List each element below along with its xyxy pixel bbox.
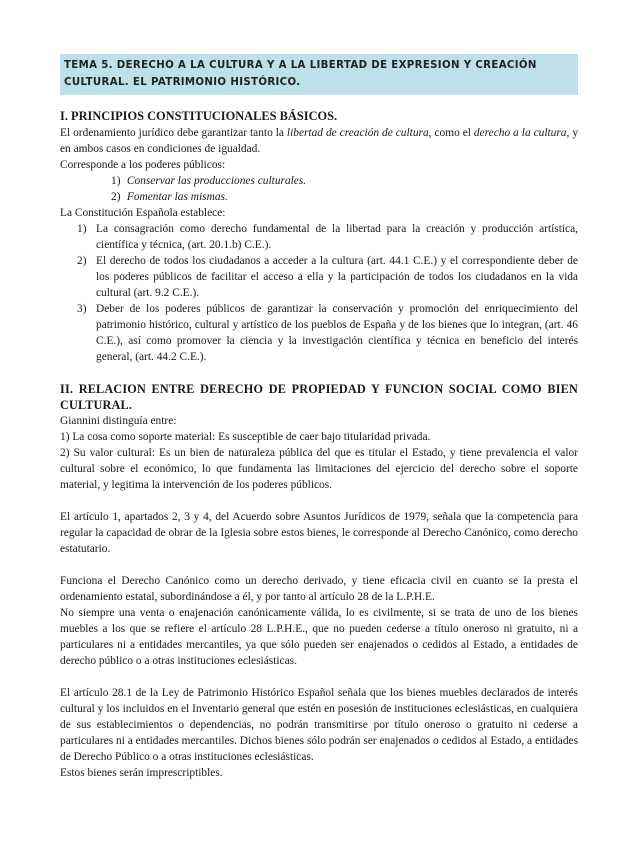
intro-text-a: El ordenamiento jurídico debe garantizar tanto la — [60, 127, 287, 139]
paragraph-articulo-1: El artículo 1, apartados 2, 3 y 4, del Acuerdo sobre Asuntos Jurídicos de 1979, señala que la competencia para regular la capacidad de obrar de la Iglesia sobre estos bienes, le corresponde al Derecho Canónico, como derecho estatutario. — [60, 511, 578, 555]
section-heading-principios: I. PRINCIPIOS CONSTITUCIONALES BÁSICOS. — [60, 109, 338, 123]
giannini-point-1: 1) La cosa como soporte material: Es susceptible de caer bajo titularidad privada. — [60, 431, 431, 443]
constitution-items-list — [60, 221, 578, 365]
duties-list — [60, 173, 578, 205]
constitucion-line: La Constitución Española establece: — [60, 207, 226, 219]
list-item — [60, 189, 578, 205]
intro-text-b: , como el — [428, 127, 474, 139]
list-text: Fomentar las mismas. — [126, 191, 228, 203]
paragraph-imprescriptibles: Estos bienes serán imprescriptibles. — [60, 767, 223, 779]
list-item — [60, 253, 578, 301]
list-number: 1) — [77, 223, 87, 235]
paragraph-funciona: Funciona el Derecho Canónico como un derecho derivado, y tiene eficacia civil en cuanto se la presta el ordenamiento estatal, subordinándose a él, y por tanto al artículo 28 de la L.P.H.E. — [60, 575, 578, 603]
intro-italic-derecho: derecho a la cultura — [473, 127, 567, 139]
list-item — [60, 221, 578, 253]
list-text: Conservar las producciones culturales. — [126, 175, 307, 187]
list-text: Deber de los poderes públicos de garantizar la conservación y promoción del enriquecimiento del patrimonio histórico, cultural y artístico de los pueblos de España y de los bienes que lo integran, (art. 46 C.E.), así como promover la ciencia y la investigación científica y técnica en beneficio del interés general, (art. 44.2 C.E.). — [96, 303, 578, 363]
list-item — [60, 301, 578, 365]
intro-italic-libertad: libertad de creación de cultura — [286, 127, 429, 139]
list-item — [60, 173, 578, 189]
list-text: El derecho de todos los ciudadanos a acceder a la cultura (art. 44.1 C.E.) y el correspondiente deber de los poderes públicos de facilitar el acceso a ella y la participación de todos los ciudadanos en la vida cultural (art. 9.2 C.E.). — [96, 255, 578, 299]
section-heading-relacion: II. RELACION ENTRE DERECHO DE PROPIEDAD Y FUNCION SOCIAL COMO BIEN CULTURAL. — [60, 382, 578, 412]
corresponde-line: Corresponde a los poderes públicos: — [60, 159, 226, 171]
paragraph-no-siempre: No siempre una venta o enajenación canónicamente válida, lo es civilmente, si se trata de uno de los bienes muebles a los que se refiere el artículo 28 L.P.H.E., que no pueden cederse a título oneroso ni gratuito, ni a particulares ni a entidades mercantiles, ya que sólo pueden ser enajenados o cedidos al Estado, a entidades de derecho público o a otras instituciones eclesiásticas. — [60, 607, 578, 667]
intro-text-c: , y en ambos casos en condiciones de igualdad. — [60, 127, 579, 155]
intro-paragraph — [60, 125, 578, 157]
list-number: 3) — [77, 303, 87, 315]
paragraph-articulo-28: El artículo 28.1 de la Ley de Patrimonio Histórico Español señala que los bienes muebles declarados de interés cultural y los incluidos en el Inventario general que estén en posesión de instituciones eclesiásticas, en cualquiera de sus establecimientos o dependencias, no podrán transmitirse por título oneroso o gratuito ni cederse a particulares ni a entidades mercantiles. Dichos bienes sólo podrán ser enajenados o cedidos al Estado, a entidades de Derecho Público o a otras instituciones eclesiásticas. — [60, 687, 578, 763]
list-number: 2) — [77, 255, 87, 267]
giannini-point-2: 2) Su valor cultural: Es un bien de naturaleza pública del que es titular el Estado, y tiene prevalencia el valor cultural sobre el económico, lo que fundamenta las limitaciones del ejercicio del derecho sobre el soporte material, y legitima la intervención de los poderes públicos. — [60, 447, 578, 491]
giannini-line: Giannini distinguía entre: — [60, 415, 177, 427]
list-text: La consagración como derecho fundamental de la libertad para la creación y producción artística, científica y técnica, (art. 20.1.b) C.E.). — [96, 223, 578, 251]
list-number: 1) — [111, 175, 121, 187]
topic-title-banner: TEMA 5. DERECHO A LA CULTURA Y A LA LIBERTAD DE EXPRESION Y CREACIÓN CULTURAL. EL PATRIMONIO HISTÓRICO. — [60, 54, 578, 95]
document-body — [60, 108, 578, 781]
list-number: 2) — [111, 191, 121, 203]
